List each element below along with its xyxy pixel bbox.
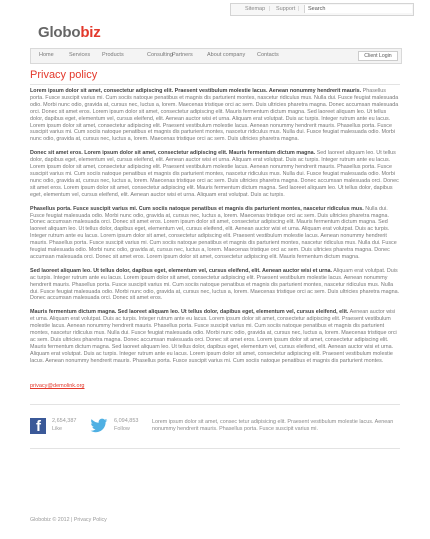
twitter-icon[interactable] (90, 418, 108, 434)
paragraph-text: Nulla dui. Fusce feugiat malesuada odio. Morbi nunc odio, gravida at, cursus nec, luctus a, lorem. Maecenas tristique orci ac sem. Duis ultricies pharetra magna. Donec accumsan malesuada orci. Donec sit amet eros. Lorem ipsum dolor sit amet, consectetur adipiscing elit. Mauris fermentum dictum magna. Sed laoreet aliquam leo. Ut tellus dolor, dapibus eget, elementum vel, cursus eleifend, elit. Aenean auctor wisi et urna. Aliquam erat volutpat. Duis ac turpis. Integer rutrum ante eu lacus. Lorem ipsum dolor sit amet, consectetur adipiscing elit. Praesent vestibulum molestie lacus. Aenean nonummy hendrerit mauris. Phasellus porta. Fusce suscipit varius mi. Cum sociis natoque penatibus et magnis dis parturient montes, nascetur ridiculus mus. Nulla dui. Fusce feugiat malesuada odio. Morbi nunc odio, gravida at, cursus nec, luctus a, lorem. Maecenas tristique orci ac sem. Duis ultricies pharetra magna. Donec accumsan malesuada orci. Donec sit amet eros. Lorem ipsum dolor sit amet, consectetur adipiscing elit. Mauris fermentum dictum magna. (30, 205, 397, 260)
utility-bar (230, 3, 414, 16)
nav-item-services[interactable]: Services (69, 52, 91, 58)
page-title: Privacy policy (30, 69, 98, 81)
logo-accent-text: biz (80, 24, 101, 41)
policy-paragraph (30, 309, 400, 364)
facebook-count: 2,654,387 (52, 418, 77, 424)
client-login-button[interactable]: Client Login (358, 51, 398, 61)
footer-text: Lorem ipsum dolor sit amet, consec tetur adipisicing elit. Praesent vestibulum molestie lacus. Aenean nonummy hendrerit mauris. Phasellus porta. Fusce suscipit varius mi. (152, 419, 394, 432)
policy-paragraph (30, 88, 400, 143)
support-link[interactable]: Support (276, 6, 296, 12)
separator: | (269, 6, 271, 12)
logo-text: Globo (38, 24, 81, 41)
nav-item-about[interactable]: About company (207, 52, 246, 58)
policy-paragraph (30, 268, 400, 303)
footer-divider (30, 404, 400, 405)
policy-content (30, 88, 400, 372)
nav-item-products[interactable]: Products (102, 52, 124, 58)
paragraph-text: Phasellus porta. Fusce suscipit varius mi. Cum sociis natoque penatibus et magnis dis parturient montes, nascetur ridiculus mus. Nulla dui. Fusce feugiat malesuada odio. Morbi nunc odio, gravida at, cursus nec, luctus a, lorem. Maecenas tristique orci ac sem. Duis ultricies pharetra magna. Donec accumsan malesuada orci. Donec sit amet eros. Lorem ipsum dolor sit amet, consectetur adipiscing elit. Mauris fermentum dictum magna. Sed laoreet aliquam leo. Ut tellus dolor, dapibus eget, elementum vel, cursus eleifend, elit. Aenean auctor wisi et urna. Aliquam erat volutpat. Duis ac turpis. Integer rutrum ante eu lacus. Lorem ipsum dolor sit amet, consectetur adipiscing elit. Praesent vestibulum molestie lacus. Aenean nonummy hendrerit mauris. Phasellus porta. Fusce suscipit varius mi. Cum sociis natoque penatibus et magnis dis parturient montes, nascetur ridiculus mus. Nulla dui. Fusce feugiat malesuada odio. Morbi nunc odio, gravida at, cursus nec, luctus a, lorem. Maecenas tristique orci ac sem. Duis ultricies pharetra magna. (30, 88, 399, 143)
footer-divider-bottom (30, 448, 400, 449)
nav-item-contacts[interactable]: Contacts (257, 52, 279, 58)
nav-item-home[interactable]: Home (39, 52, 54, 58)
facebook-icon[interactable]: f (30, 418, 46, 434)
paragraph-heading: Phasellus porta. Fusce suscipit varius mi. Cum sociis natoque penatibus et magnis dis parturient montes, nascetur ridiculus mus. (30, 205, 364, 212)
twitter-count: 6,094,853 (114, 418, 139, 424)
email-link[interactable]: privacy@demolink.org (30, 383, 85, 389)
paragraph-heading: Donec sit amet eros. Lorem ipsum dolor sit amet, consectetur adipiscing elit. Mauris fermentum dictum magna. (30, 150, 316, 157)
paragraph-text: Aliquam erat volutpat. Duis ac turpis. Integer rutrum ante eu lacus. Lorem ipsum dolor sit amet, consectetur adipiscing elit. Praesent vestibulum molestie lacus. Aenean nonummy hendrerit mauris. Phasellus porta. Fusce suscipit varius mi. Cum sociis natoque penatibus et magnis dis parturient montes, nascetur ridiculus mus. Nulla dui. Fusce feugiat malesuada odio. Morbi nunc odio, gravida at, cursus nec, luctus a, lorem. Maecenas tristique orci ac sem. Duis ultricies pharetra magna. Donec accumsan malesuada orci. Donec sit amet eros. (30, 267, 400, 302)
nav-item-consulting[interactable]: Consulting (147, 52, 173, 58)
main-nav (30, 48, 402, 64)
twitter-follow-link[interactable]: Follow (114, 426, 130, 432)
paragraph-heading: Sed laoreet aliquam leo. Ut tellus dolor, dapibus eget, elementum vel, cursus eleifend, elit. Aenean auctor wisi et urna. (30, 267, 333, 274)
sitemap-link[interactable]: Sitemap (245, 6, 266, 12)
nav-item-partners[interactable]: Partners (172, 52, 193, 58)
policy-paragraph (30, 150, 400, 198)
policy-paragraph (30, 206, 400, 261)
divider (30, 84, 400, 85)
paragraph-heading: Lorem ipsum dolor sit amet, consectetur adipiscing elit. Praesent vestibulum molestie lacus. Aenean nonummy hendrerit mauris. (30, 88, 362, 94)
copyright: Globobiz © 2012 | Privacy Policy (30, 517, 107, 523)
site-logo[interactable] (38, 24, 101, 41)
facebook-like-link[interactable]: Like (52, 426, 63, 432)
paragraph-text: Aenean auctor wisi et urna. Aliquam erat volutpat. Duis ac turpis. Integer rutrum ante eu lacus. Lorem ipsum dolor sit amet, consectetur adipiscing elit. Praesent vestibulum molestie lacus. Aenean nonummy hendrerit mauris. Phasellus porta. Fusce suscipit varius mi. Cum sociis natoque penatibus et magnis dis parturient montes, nascetur ridiculus mus. Nulla dui. Fusce feugiat malesuada odio. Morbi nunc odio, gravida at, cursus nec, luctus a, lorem. Maecenas tristique orci ac sem. Duis ultricies pharetra magna. Donec accumsan malesuada orci. Donec sit amet eros. Lorem ipsum dolor sit amet, consectetur adipiscing elit. Mauris fermentum dictum magna. Sed laoreet aliquam leo. Ut tellus dolor, dapibus eget, elementum vel, cursus eleifend, elit. Aenean auctor wisi et urna. Aliquam erat volutpat. Duis ac turpis. Integer rutrum ante eu lacus. Lorem ipsum dolor sit amet, consectetur adipiscing elit. Praesent vestibulum molestie lacus. Aenean nonummy hendrerit mauris. Phasellus porta. Fusce suscipit varius mi. Cum sociis natoque penatibus et magnis dis parturient montes. (30, 309, 397, 364)
separator: | (298, 6, 300, 12)
paragraph-heading: Mauris fermentum dictum magna. Sed laoreet aliquam leo. Ut tellus dolor, dapibus eget, elementum vel, cursus eleifend, elit. (30, 309, 349, 316)
search-input[interactable] (304, 5, 412, 13)
paragraph-text: Sed laoreet aliquam leo. Ut tellus dolor, dapibus eget, elementum vel, cursus eleifend, elit. Aenean auctor wisi et urna. Aliquam erat volutpat. Duis ac turpis. Integer rutrum ante eu lacus. Lorem ipsum dolor sit amet, consectetur adipiscing elit. Praesent vestibulum molestie lacus. Aenean nonummy hendrerit mauris. Phasellus porta. Fusce suscipit varius mi. Cum sociis natoque penatibus et magnis dis parturient montes, nascetur ridiculus mus. Nulla dui. Fusce feugiat malesuada odio. Morbi nunc odio, gravida at, cursus nec, luctus a, lorem. Maecenas tristique orci ac sem. Duis ultricies pharetra magna. Donec accumsan malesuada orci. Donec sit amet eros. Lorem ipsum dolor sit amet, consectetur adipiscing elit. Mauris fermentum dictum magna. Sed laoreet aliquam leo. Ut tellus dolor, dapibus eget, elementum vel, cursus eleifend, elit. Aenean auctor wisi et urna. Aliquam erat volutpat. Duis ac turpis. (30, 150, 399, 198)
search-label: Search (308, 6, 326, 12)
